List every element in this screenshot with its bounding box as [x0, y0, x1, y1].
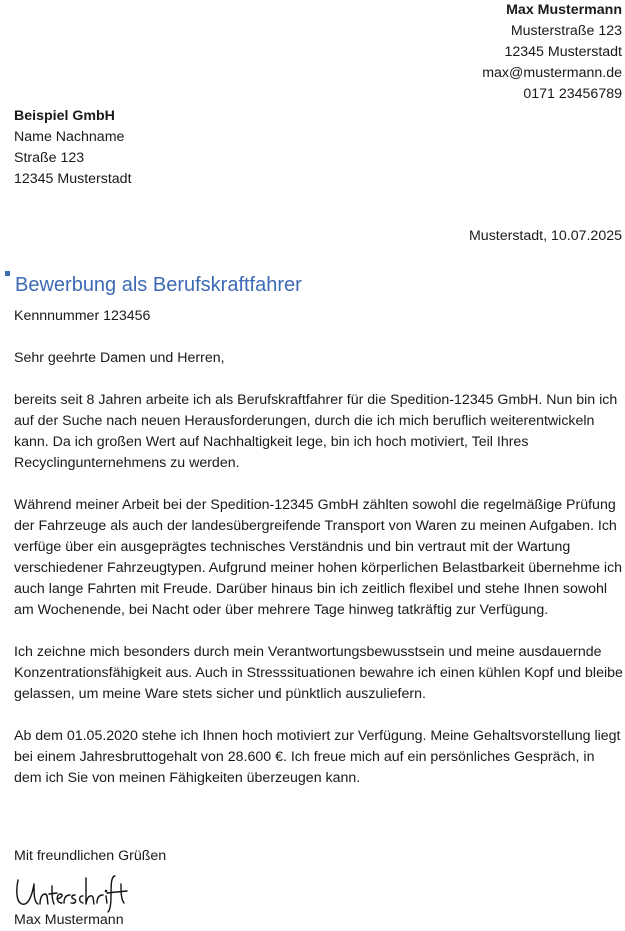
- sender-phone: 0171 23456789: [523, 86, 622, 102]
- sender-street: Musterstraße 123: [510, 23, 622, 39]
- body-paragraph: Ab dem 01.05.2020 stehe ich Ihnen hoch motiviert zur Verfügung. Meine Gehaltsvorstellung liegt bei einem Jahresbruttogehalt von 28.600 €. Ich freue mich auf ein persönliches Gespräch, in dem ich Sie von meinen Fähigkeiten überzeugen kann.: [14, 728, 621, 786]
- sender-email: max@mustermann.de: [482, 65, 622, 81]
- handwritten-signature: [12, 866, 137, 914]
- body-paragraph: bereits seit 8 Jahren arbeite ich als Berufskraftfahrer für die Spedition-12345 GmbH. Nun bin ich auf der Suche nach neuen Herausforderungen, durch die ich mich beruflich weiterentwickeln kann. Da ich großen Wert auf Nachhaltigkeit lege, bin ich hoch motiviert, Teil Ihres Recyclingunternehmens zu werden.: [14, 392, 618, 471]
- subject-marker: [5, 271, 10, 276]
- letter-body: [14, 348, 623, 810]
- letter-subject: Bewerbung als Berufskraftfahrer: [15, 274, 302, 296]
- recipient-street: Straße 123: [14, 150, 85, 166]
- closing: Mit freundlichen Grüßen: [14, 848, 167, 864]
- recipient-company: Beispiel GmbH: [14, 108, 115, 124]
- salutation: Sehr geehrte Damen und Herren,: [14, 350, 225, 366]
- body-paragraph: Während meiner Arbeit bei der Spedition-12345 GmbH zählten sowohl die regelmäßige Prüfung der Fahrzeuge als auch der landesübergreifende Transport von Waren zu meinen Aufgaben. Ich verfüge über ein ausgeprägtes technisches Verständnis und bin vertraut mit der Wartung verschiedener Fahrzeugtypen. Aufgrund meiner hohen körperlichen Belastbarkeit übernehme ich auch lange Fahrten mit Freude. Darüber hinaus bin ich zeitlich flexibel und stehe Ihnen sowohl am Wochenende, bei Nacht oder über mehrere Tage hinweg tatkräftig zur Verfügung.: [14, 497, 623, 618]
- signer-name: Max Mustermann: [14, 912, 124, 928]
- recipient-city: 12345 Musterstadt: [14, 171, 132, 187]
- recipient-block: [14, 106, 132, 190]
- letter-date: Musterstadt, 10.07.2025: [468, 228, 622, 244]
- body-paragraph: Ich zeichne mich besonders durch mein Verantwortungsbewusstsein und meine ausdauernde Konzentrationsfähigkeit aus. Auch in Stresssituationen bewahre ich einen kühlen Kopf und bleibe gelassen, um meine Ware stets sicher und pünktlich auszuliefern.: [14, 644, 623, 702]
- sender-block: [482, 0, 622, 105]
- recipient-contact: Name Nachname: [14, 129, 125, 145]
- sender-city: 12345 Musterstadt: [504, 44, 622, 60]
- reference-number: Kennnummer 123456: [14, 308, 151, 324]
- sender-name: Max Mustermann: [506, 2, 622, 18]
